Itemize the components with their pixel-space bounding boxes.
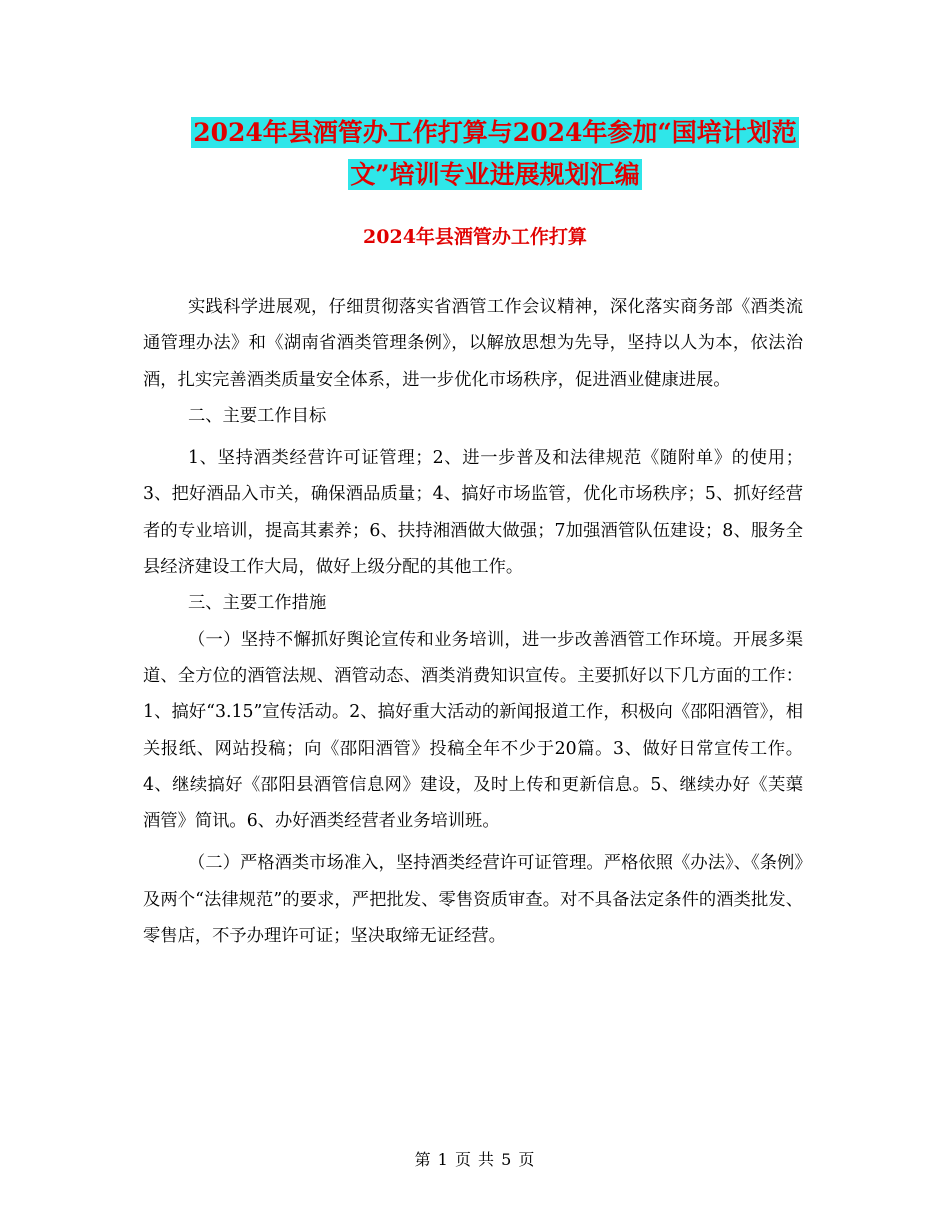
paragraph-intro: 实践科学进展观，仔细贯彻落实省酒管工作会议精神，深化落实商务部《酒类流通管理办法》和《湖南省酒类管理条例》，以解放思想为先导，坚持以人为本，依法治酒，扎实完善酒类质量安全体系，进一步优化市场秩序，促进酒业健康进展。	[143, 297, 803, 390]
paragraph-measure-2: （二）严格酒类市场准入，坚持酒类经营许可证管理。严格依照《办法》、《条例》及两个“法律规范”的要求，严把批发、零售资质审查。对不具备法定条件的酒类批发、零售店，不予办理许可证；坚决取缔无证经营。	[143, 853, 803, 947]
title-line-2: 文”培训专业进展规划汇编	[350, 160, 640, 189]
paragraph-measure-1: （一）坚持不懈抓好舆论宣传和业务培训，进一步改善酒管工作环境。开展多渠道、全方位的酒管法规、酒管动态、酒类消费知识宣传。主要抓好以下几方面的工作：1、搞好“3.15”宣传活动。2、搞好重大活动的新闻报道工作，积极向《邵阳酒管》，相关报纸、网站投稿；向《邵阳酒管》投稿全年不少于20篇。3、做好日常宣传工作。4、继续搞好《邵阳县酒管信息网》建设，及时上传和更新信息。5、继续办好《芙蕖酒管》简讯。6、办好酒类经营者业务培训班。	[143, 629, 803, 832]
page-footer: 第 1 页 共 5 页	[414, 1150, 536, 1169]
document-body	[143, 289, 803, 954]
document-title	[145, 112, 845, 196]
paragraph-goals: 1、坚持酒类经营许可证管理；2、进一步普及和法律规范《随附单》的使用；3、把好酒品入市关，确保酒品质量；4、搞好市场监管，优化市场秩序；5、抓好经营者的专业培训，提高其素养；6、扶持湘酒做大做强；7加强酒管队伍建设；8、服务全县经济建设工作大局，做好上级分配的其他工作。	[143, 448, 803, 578]
title-line-1: 2024年县酒管办工作打算与2024年参加“国培计划范	[193, 118, 797, 147]
section-title: 2024年县酒管办工作打算	[363, 226, 587, 248]
heading-main-measures: 三、主要工作措施	[187, 593, 327, 614]
heading-main-goals: 二、主要工作目标	[187, 405, 327, 426]
